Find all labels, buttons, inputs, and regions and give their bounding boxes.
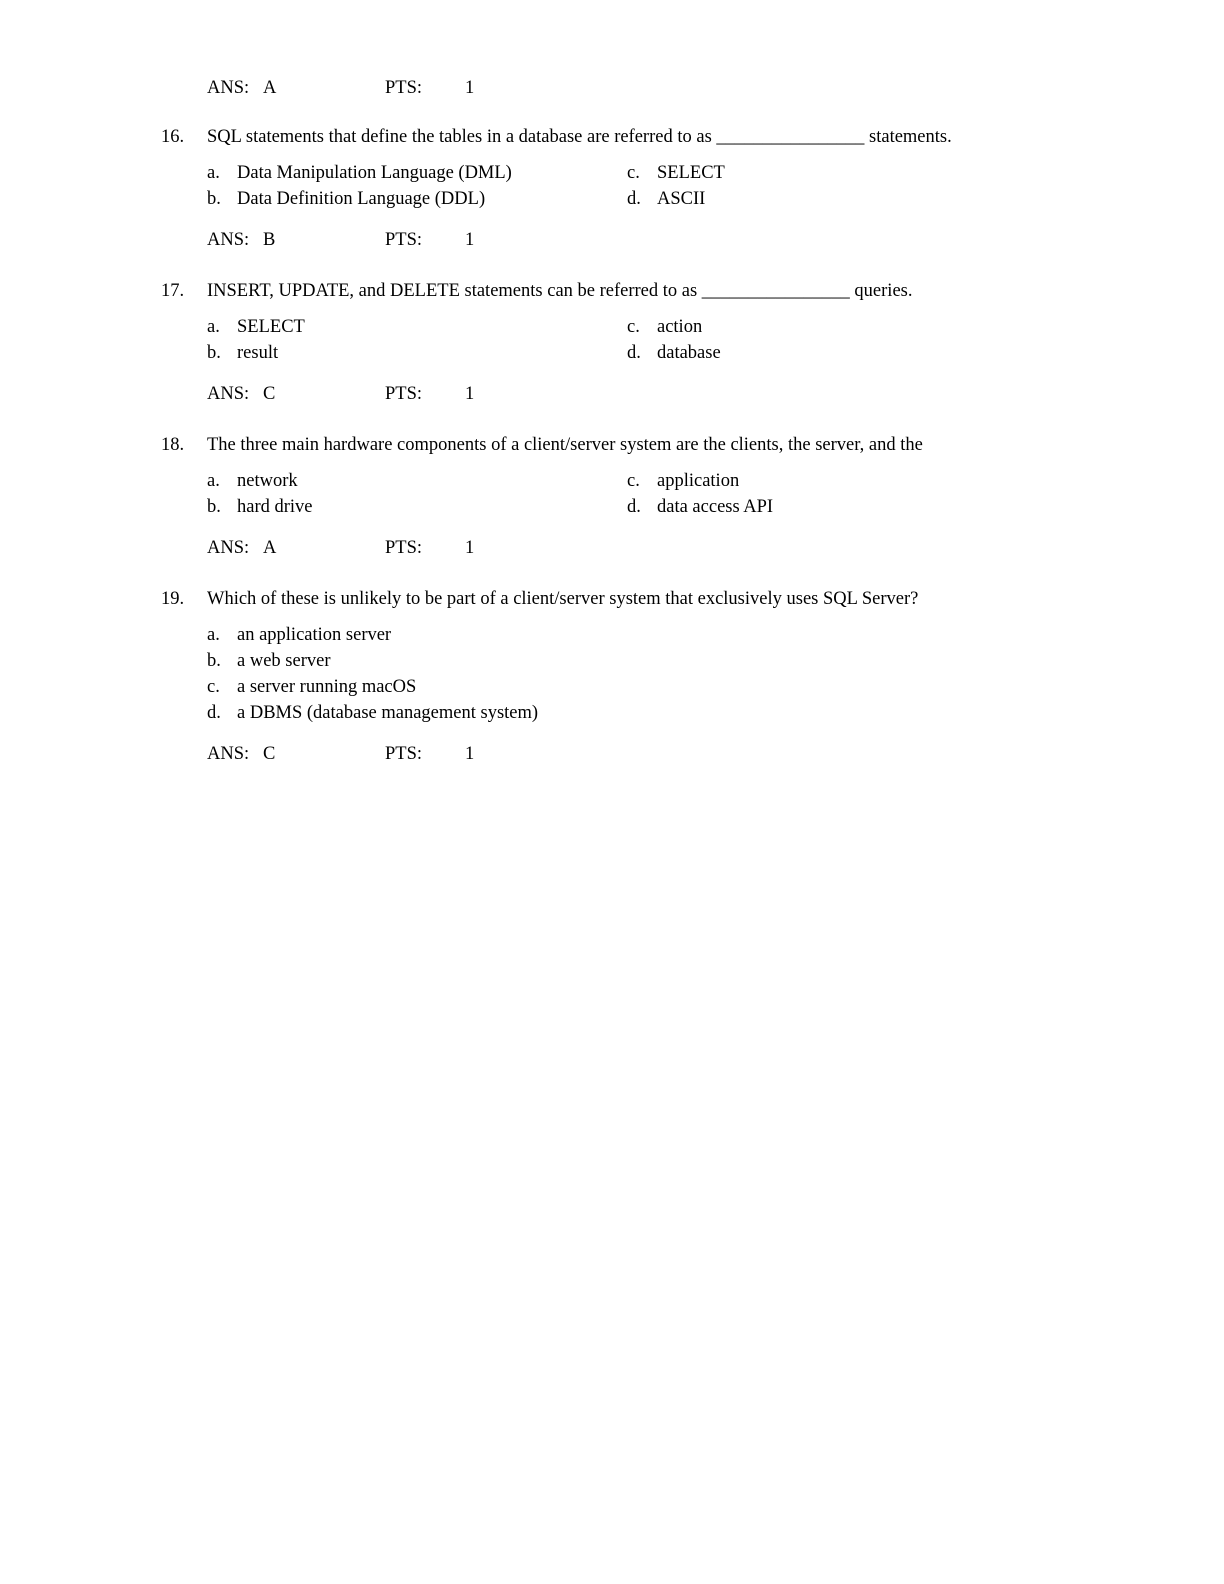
ans-value: A — [263, 78, 277, 98]
question-text: The three main hardware components of a client/server system are the clients, the server, and the — [207, 435, 923, 455]
question-block — [161, 124, 1134, 253]
ans-label: ANS: — [207, 744, 250, 764]
option-text: Data Definition Language (DDL) — [237, 189, 486, 209]
option-letter: a. — [207, 163, 220, 183]
option-letter: c. — [627, 317, 640, 337]
ans-value: C — [263, 384, 276, 404]
ans-value: C — [263, 744, 276, 764]
pts-value: 1 — [465, 538, 475, 558]
option-letter: d. — [627, 497, 641, 517]
question-text: INSERT, UPDATE, and DELETE statements can be referred to as ________________ queries. — [207, 281, 913, 301]
options-list — [207, 314, 1134, 366]
option-letter: a. — [207, 317, 220, 337]
option-letter: c. — [627, 163, 640, 183]
answer-line — [207, 741, 1134, 767]
question-list — [161, 124, 1134, 767]
option-text: an application server — [237, 625, 392, 645]
question-number: 18. — [161, 435, 185, 455]
question-block — [161, 278, 1134, 407]
option-text: SELECT — [237, 317, 305, 337]
option-text: result — [237, 343, 279, 363]
option-text: application — [657, 471, 740, 491]
pts-label: PTS: — [385, 538, 423, 558]
question-number: 19. — [161, 589, 185, 609]
ans-label: ANS: — [207, 78, 250, 98]
pts-value: 1 — [465, 230, 475, 250]
option-text: Data Manipulation Language (DML) — [237, 163, 512, 183]
question-number: 16. — [161, 127, 185, 147]
option-text: SELECT — [657, 163, 725, 183]
option-letter: d. — [207, 703, 221, 723]
option-text: hard drive — [237, 497, 313, 517]
pts-label: PTS: — [385, 384, 423, 404]
ans-label: ANS: — [207, 230, 250, 250]
option-letter: a. — [207, 471, 220, 491]
ans-value: B — [263, 230, 276, 250]
leading-answer-line — [207, 75, 1134, 101]
option-letter: d. — [627, 189, 641, 209]
pts-label: PTS: — [385, 230, 423, 250]
question-number: 17. — [161, 281, 185, 301]
option-text: a web server — [237, 651, 331, 671]
ans-value: A — [263, 538, 277, 558]
option-text: data access API — [657, 497, 774, 517]
answer-line — [207, 227, 1134, 253]
option-letter: b. — [207, 651, 221, 671]
options-list — [207, 622, 1134, 726]
option-letter: b. — [207, 343, 221, 363]
answer-line — [207, 535, 1134, 561]
question-block — [161, 586, 1134, 767]
option-letter: c. — [627, 471, 640, 491]
option-text: ASCII — [657, 189, 706, 209]
question-text: SQL statements that define the tables in a database are referred to as ________________ statements. — [207, 127, 952, 147]
option-text: network — [237, 471, 298, 491]
pts-value: 1 — [465, 78, 475, 98]
pts-value: 1 — [465, 744, 475, 764]
option-letter: b. — [207, 497, 221, 517]
pts-label: PTS: — [385, 744, 423, 764]
option-letter: d. — [627, 343, 641, 363]
pts-label: PTS: — [385, 78, 423, 98]
option-text: database — [657, 343, 721, 363]
option-letter: b. — [207, 189, 221, 209]
question-block — [161, 432, 1134, 561]
options-list — [207, 160, 1134, 212]
options-list — [207, 468, 1134, 520]
option-letter: a. — [207, 625, 220, 645]
ans-label: ANS: — [207, 384, 250, 404]
ans-label: ANS: — [207, 538, 250, 558]
option-text: a DBMS (database management system) — [237, 703, 539, 723]
pts-value: 1 — [465, 384, 475, 404]
question-text: Which of these is unlikely to be part of a client/server system that exclusively uses SQL Server? — [207, 589, 919, 609]
option-letter: c. — [207, 677, 220, 697]
answer-line — [207, 381, 1134, 407]
option-text: a server running macOS — [237, 677, 417, 697]
option-text: action — [657, 317, 703, 337]
